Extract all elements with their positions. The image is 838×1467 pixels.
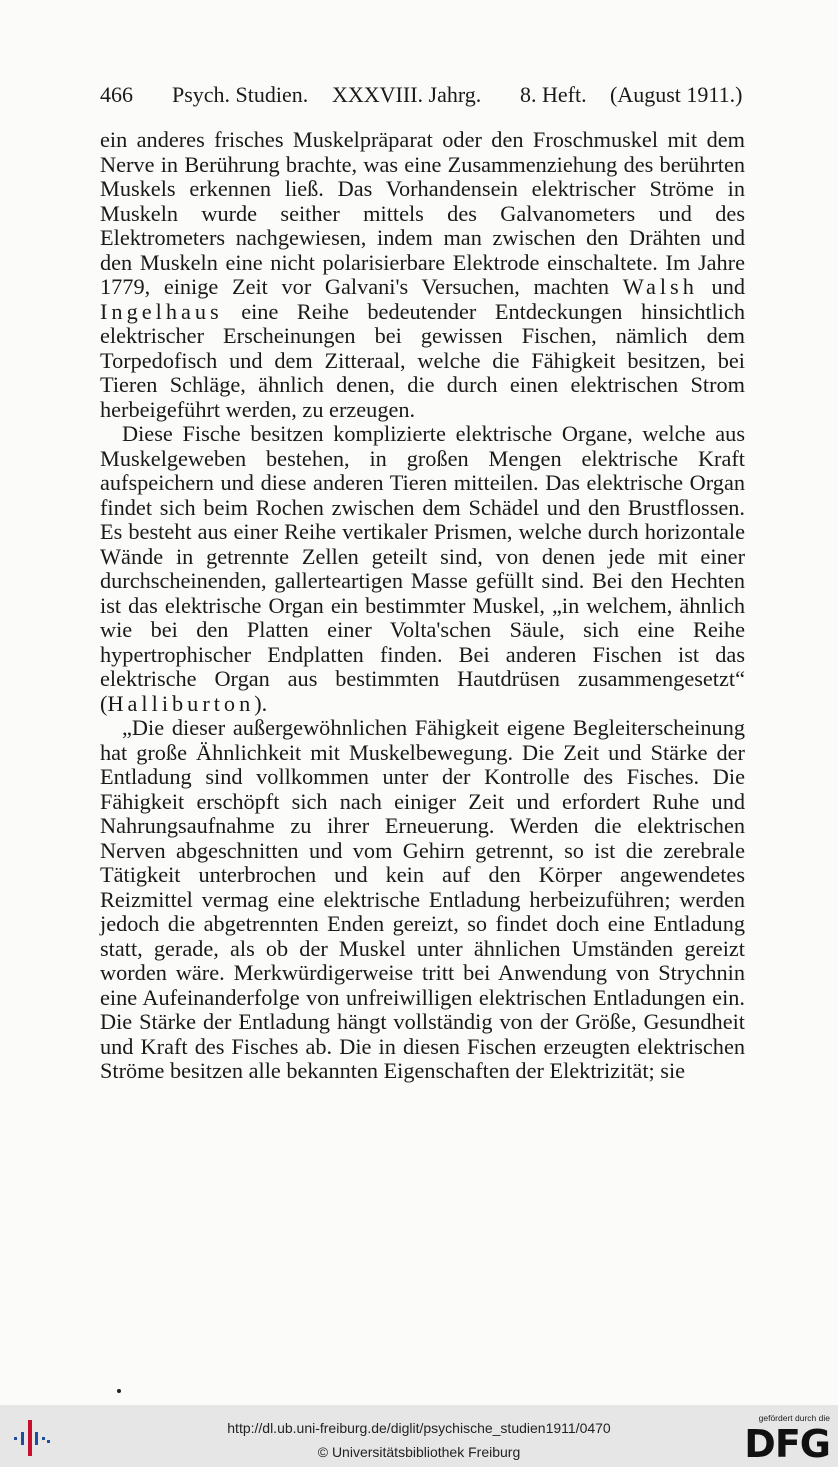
paragraph-2	[100, 422, 745, 716]
dfg-logo-icon: DFG	[744, 1422, 830, 1466]
journal-title: Psych. Studien.	[172, 82, 309, 107]
author-name-ingelhaus: Ingelhaus	[100, 298, 223, 324]
article-body	[100, 128, 745, 1084]
page-number: 466	[100, 82, 133, 107]
running-head	[100, 78, 750, 112]
permalink-url[interactable]: http://dl.ub.uni-freiburg.de/diglit/psychische_studien1911/0470	[227, 1420, 611, 1436]
paragraph-1-rest: eine Reihe bedeutender Entdeckungen hinsichtlich elektrischer Erscheinungen bei gewissen Fischen, nämlich dem Torpedofisch und dem Zitteraal, welche die Fähigkeit besitzen, bei Tieren Schläge, ähnlich denen, die durch einen elektrischen Strom herbeigeführt werden, zu erzeugen.	[100, 298, 745, 422]
conjunction: und	[697, 274, 745, 299]
author-name-halliburton: Halliburton	[107, 690, 255, 716]
dfg-logo-block	[738, 1413, 830, 1466]
copyright-notice: © Universitätsbibliothek Freiburg	[317, 1444, 521, 1460]
paragraph-1	[100, 128, 745, 422]
author-name-walsh: Walsh	[622, 274, 698, 299]
paragraph-3: „Die dieser außergewöhnlichen Fähigkeit eigene Begleiterscheinung hat große Ähnlichkeit mit Muskelbewegung. Die Zeit und Stärke der Entladung sind vollkommen unter der Kontrolle des Fisches. Die Fähigkeit erschöpft sich nach einiger Zeit und erfordert Ruhe und Nahrungsaufnahme zu ihrer Erneuerung. Werden die elektrischen Nerven abgeschnitten und vom Gehirn getrennt, so ist die zerebrale Tätigkeit unterbrochen und kein auf den Körper angewendetes Reizmittel vermag eine elektrische Entladung herbeizuführen; werden jedoch die abgetrennten Enden gereizt, so findet doch eine Entladung statt, gerade, als ob der Muskel unter ähnlichen Umständen gereizt worden wäre. Merkwürdigerweise tritt bei Anwendung von Strychnin eine Aufeinanderfolge von unfreiwilligen elektrischen Entladungen ein. Die Stärke der Entladung hängt vollständig von der Größe, Gesundheit und Kraft des Fisches ab. Die in diesen Fischen erzeugten elektrischen Ströme besitzen alle bekannten Eigenschaften der Elektrizität; sie	[100, 715, 745, 1083]
dfg-tagline: gefördert durch die	[758, 1413, 830, 1423]
paragraph-2-end: ).	[254, 690, 268, 716]
paragraph-2-text: Diese Fische besitzen komplizierte elektrische Organe, welche aus Muskelgeweben bestehen, in großen Mengen elektrische Kraft aufspeichern und diese anderen Tieren mitteilen. Das elektrische Organ findet sich beim Rochen zwischen dem Schädel und den Brustflossen. Es besteht aus einer Reihe vertikaler Prismen, welche durch horizontale Wände in getrennte Zellen geteilt sind, von denen jede mit einer durchscheinenden, gallerteartigen Masse gefüllt sind. Bei den Hechten ist das elektrische Organ ein bestimmter Muskel, „in welchem, ähnlich wie bei den Platten einer Volta'schen Säule, sich eine Reihe hypertrophischer Endplatten finden. Bei anderen Fischen ist das elektrische Organ aus bestimmten Hautdrüsen zusammengesetzt“ (	[100, 421, 745, 716]
scan-speck	[117, 1389, 121, 1393]
paragraph-1-text: ein anderes frisches Muskelpräparat oder den Froschmuskel mit dem Nerve in Berührung brachte, was eine Zusammenziehung des berührten Muskels erkennen ließ. Das Vorhandensein elektrischer Ströme in Muskeln wurde seither mittels des Galvanometers und des Elektrometers nachgewiesen, indem man zwischen den Drähten und den Muskeln eine nicht polarisierbare Elektrode einschaltete. Im Jahre 1779, einige Zeit vor Galvani's Versuchen, machten	[100, 127, 745, 299]
journal-year: XXXVIII. Jahrg.	[332, 82, 482, 107]
viewer-footer	[0, 1405, 838, 1467]
issue-date: (August 1911.)	[610, 82, 743, 107]
issue-number: 8. Heft.	[520, 82, 587, 107]
